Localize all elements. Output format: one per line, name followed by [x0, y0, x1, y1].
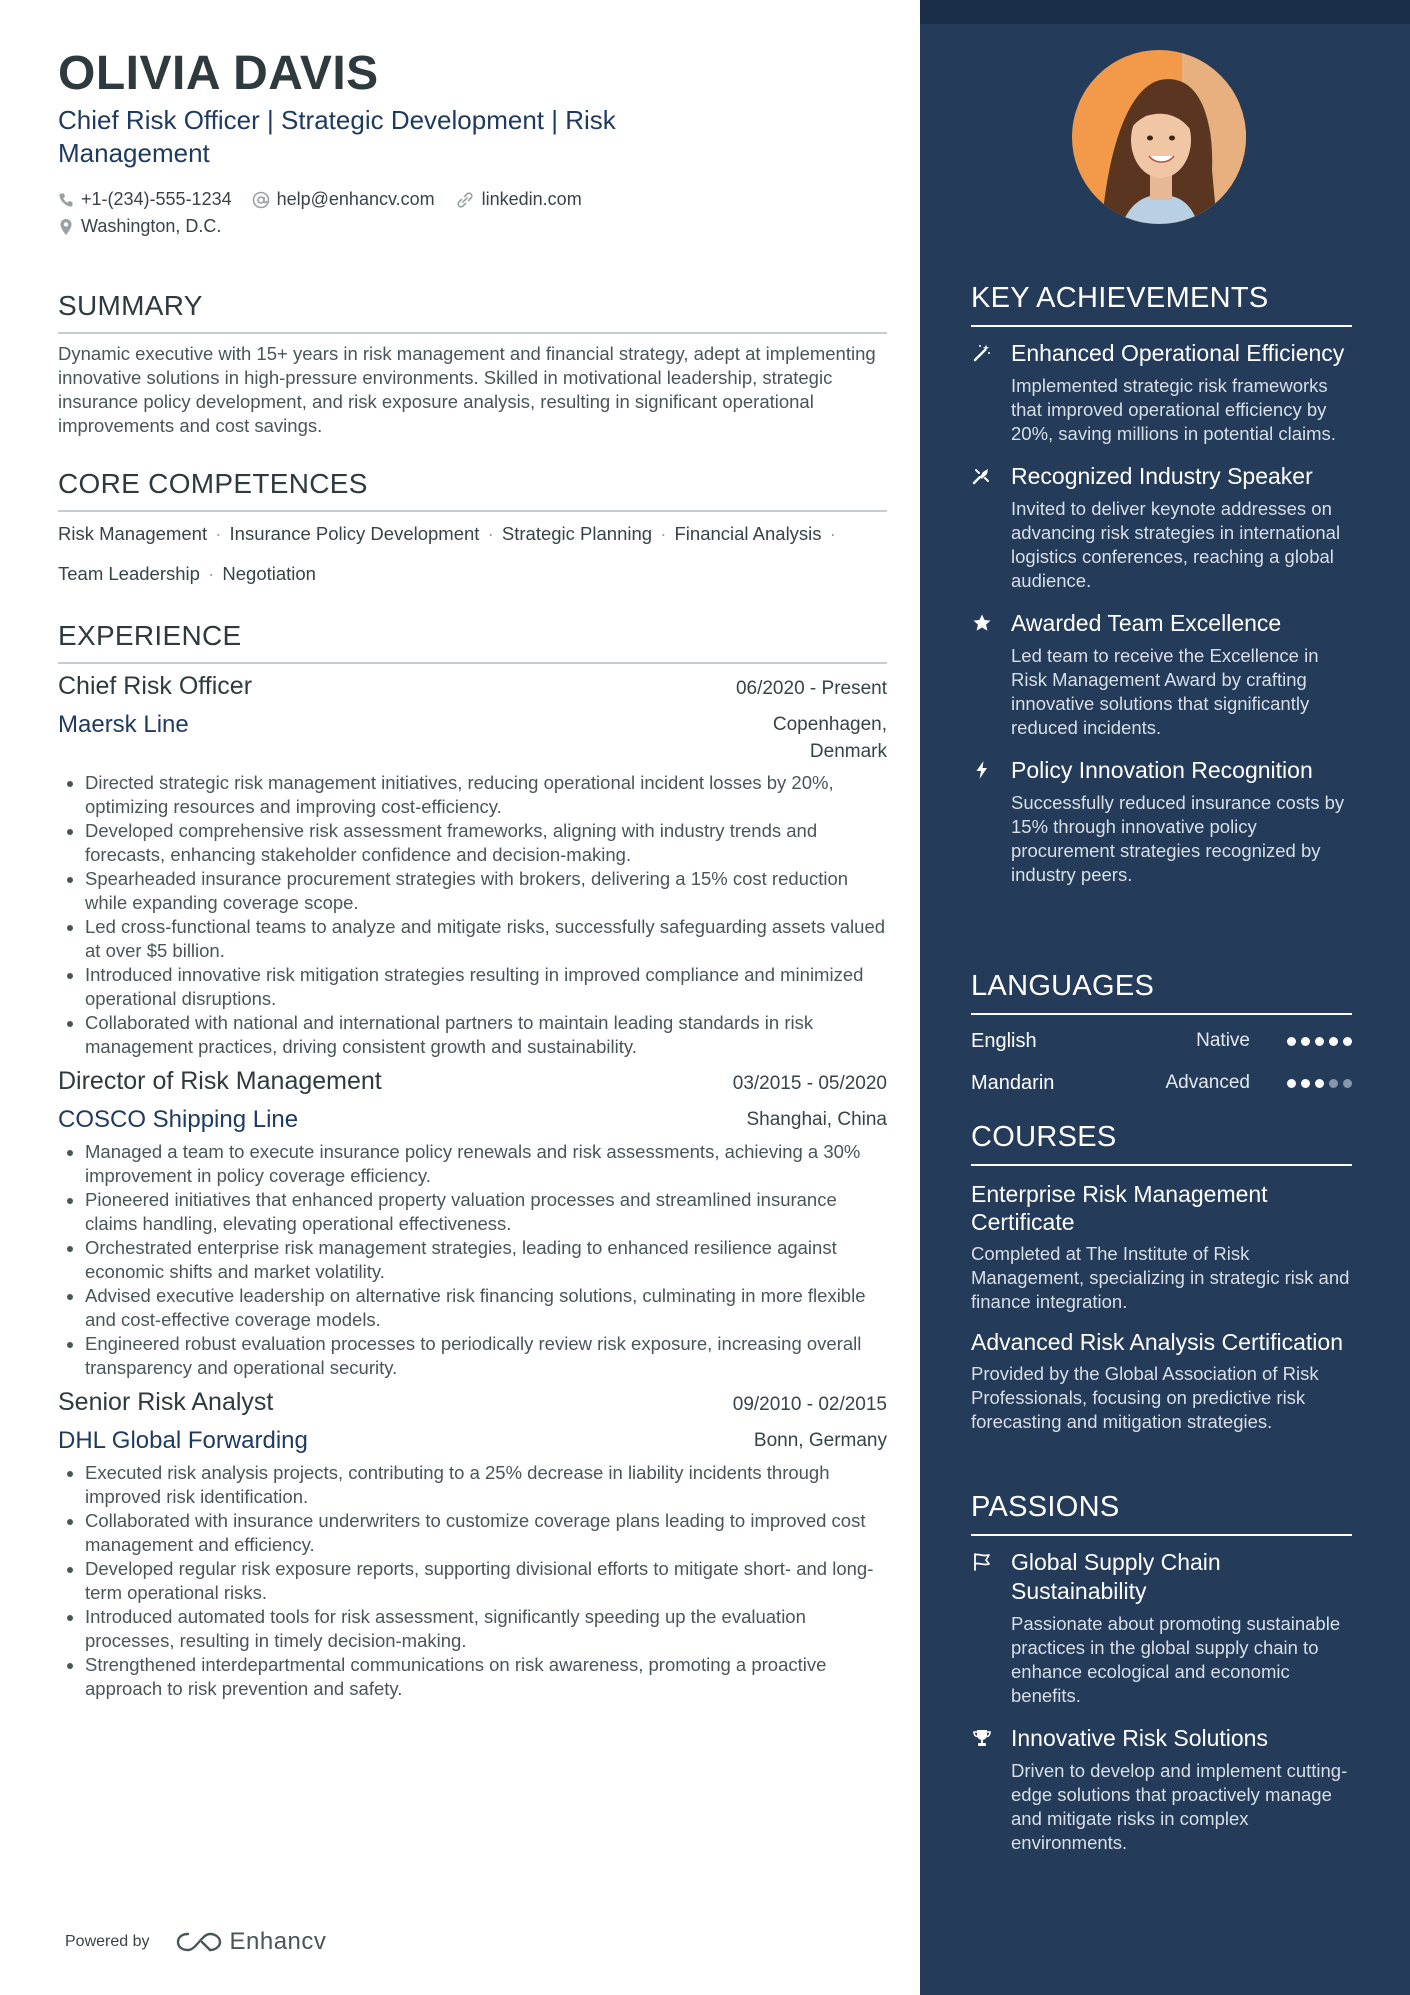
achievement-item-desc: Successfully reduced insurance costs by 15% through innovative policy procurement strategies recognized by industry peers. [1011, 792, 1345, 885]
passion-item-body [1011, 1724, 1352, 1855]
job-date: 09/2010 - 02/2015 [732, 1394, 887, 1415]
rating-dot [1315, 1037, 1324, 1046]
competence-item: Negotiation [222, 563, 316, 584]
rating-dot [1301, 1079, 1310, 1088]
experience-section [58, 620, 887, 1701]
job-bullet: • Directed strategic risk management initiatives, reducing operational incident losses by 20%, optimizing resources and improving cost-efficiency. [85, 771, 887, 819]
achievement-item-body [1011, 339, 1352, 446]
lightning-icon [971, 756, 1011, 887]
trophy-icon [971, 1724, 1011, 1855]
achievements-section [971, 282, 1352, 887]
achievement-item-title: Recognized Industry Speaker [1011, 463, 1313, 489]
job-bullet: • Developed comprehensive risk assessment frameworks, aligning with industry trends and forecasts, enhancing stakeholder confidence and decision-making. [85, 819, 887, 867]
achievement-item-body [1011, 462, 1352, 593]
competence-separator: · [487, 523, 494, 544]
email-text: help@enhancv.com [276, 189, 435, 209]
rating-dot [1315, 1079, 1324, 1088]
brand-name: Enhancv [229, 1928, 327, 1955]
competence-separator: · [829, 523, 836, 544]
job-bullet: • Developed regular risk exposure reports, supporting divisional efforts to mitigate short- and long-term operational risks. [85, 1557, 887, 1605]
job-bullets [58, 1461, 887, 1701]
achievement-item-title: Policy Innovation Recognition [1011, 757, 1313, 783]
location-text: Washington, D.C. [81, 216, 222, 236]
summary-text: Dynamic executive with 15+ years in risk management and financial strategy, adept at implementing innovative solutions in high-pressure environments. Skilled in motivational leadership, strategic insurance policy development, and risk exposure analysis, resulting in significant operational improvements and cost savings. [58, 343, 876, 436]
achievement-item [971, 609, 1352, 740]
phone-text: +1-(234)-555-1234 [81, 189, 232, 209]
achievement-item-desc: Led team to receive the Excellence in Risk Management Award by crafting innovative solutions that significantly reduced incidents. [1011, 645, 1319, 738]
job-bullet: • Collaborated with national and international partners to maintain leading standards in risk management practices, driving consistent growth and sustainability. [85, 1011, 887, 1059]
job-bullet: • Collaborated with insurance underwriters to customize coverage plans leading to improved cost management and efficiency. [85, 1509, 887, 1557]
language-name: English [971, 1029, 1037, 1052]
job-bullet: • Executed risk analysis projects, contributing to a 25% decrease in liability incidents through improved risk identification. [85, 1461, 887, 1509]
job-header [58, 1388, 887, 1417]
languages-title: LANGUAGES [971, 970, 1352, 1015]
language-item [971, 1021, 1352, 1061]
phone-icon [58, 192, 74, 208]
job-entry [58, 672, 887, 1059]
star-icon [971, 609, 1011, 740]
job-date: 06/2020 - Present [735, 678, 887, 699]
contact-info [58, 186, 887, 240]
courses-section [971, 1121, 1352, 1434]
job-title: Director of Risk Management [58, 1067, 382, 1095]
passion-item [971, 1724, 1352, 1855]
rating-dot [1343, 1079, 1352, 1088]
job-bullet: • Orchestrated enterprise risk management strategies, leading to enhanced resilience against economic shifts and market volatility. [85, 1236, 887, 1284]
job-bullets [58, 1140, 887, 1380]
passion-item-desc: Driven to develop and implement cutting-edge solutions that proactively manage and mitigate risks in complex environments. [1011, 1760, 1348, 1853]
passions-list [971, 1548, 1352, 1855]
achievements-list [971, 339, 1352, 887]
job-bullet: • Led cross-functional teams to analyze and mitigate risks, successfully safeguarding assets valued at over $5 billion. [85, 915, 887, 963]
job-bullet: • Pioneered initiatives that enhanced property valuation processes and streamlined insurance claims handling, elevating operational effectiveness. [85, 1188, 887, 1236]
job-bullet: • Advised executive leadership on alternative risk financing solutions, culminating in more flexible and cost-effective coverage models. [85, 1284, 887, 1332]
language-rating [1282, 1037, 1352, 1046]
link-icon [455, 191, 475, 209]
course-title: Enterprise Risk Management Certificate [971, 1181, 1268, 1235]
competence-item: Strategic Planning [501, 523, 653, 544]
enhancv-logo-icon [176, 1930, 222, 1954]
competences-section [58, 468, 887, 594]
courses-title: COURSES [971, 1121, 1352, 1166]
experience-title: EXPERIENCE [58, 620, 887, 664]
competence-separator: · [215, 523, 222, 544]
at-icon [252, 191, 270, 209]
passion-item-body [1011, 1548, 1352, 1708]
job-subheader [58, 1427, 887, 1455]
linkedin-text: linkedin.com [481, 189, 582, 209]
achievement-item [971, 339, 1352, 446]
rating-dot [1329, 1037, 1338, 1046]
language-level: Native [1196, 1030, 1250, 1051]
email-contact[interactable] [252, 189, 435, 210]
course-desc: Completed at The Institute of Risk Management, specializing in strategic risk and finance integration. [971, 1243, 1350, 1312]
sidebar-top-bar [920, 0, 1410, 24]
summary-title: SUMMARY [58, 290, 887, 334]
job-bullet: • Introduced innovative risk mitigation strategies resulting in improved compliance and minimized operational disruptions. [85, 963, 887, 1011]
achievement-item-title: Awarded Team Excellence [1011, 610, 1282, 636]
course-title: Advanced Risk Analysis Certification [971, 1329, 1343, 1355]
linkedin-contact[interactable] [455, 189, 582, 210]
job-company: Maersk Line [58, 711, 189, 738]
job-bullet: • Spearheaded insurance procurement strategies with brokers, delivering a 15% cost reduction while expanding coverage scope. [85, 867, 887, 915]
job-title: Chief Risk Officer [58, 672, 253, 700]
passion-item-title: Innovative Risk Solutions [1011, 1725, 1268, 1751]
rating-dot [1343, 1037, 1352, 1046]
profile-photo [1072, 50, 1246, 224]
achievement-item-desc: Invited to deliver keynote addresses on advancing risk strategies in international logistics conferences, reaching a global audience. [1011, 498, 1341, 591]
language-rating [1282, 1079, 1352, 1088]
location-pin-icon [58, 218, 74, 236]
job-location: Copenhagen, Denmark [772, 714, 887, 762]
course-item [971, 1180, 1352, 1314]
course-item [971, 1328, 1352, 1434]
job-subheader [58, 1106, 887, 1134]
job-bullet: • Managed a team to execute insurance policy renewals and risk assessments, achieving a 30% improvement in policy coverage efficiency. [85, 1140, 887, 1188]
competence-item: Team Leadership [58, 563, 200, 584]
phone-contact[interactable] [58, 189, 232, 210]
rating-dot [1301, 1037, 1310, 1046]
job-entry [58, 1067, 887, 1380]
language-item [971, 1063, 1352, 1103]
course-desc: Provided by the Global Association of Risk Professionals, focusing on predictive risk forecasting and mitigation strategies. [971, 1363, 1319, 1432]
competence-item: Financial Analysis [674, 523, 822, 544]
passions-section [971, 1491, 1352, 1855]
location-contact [58, 216, 221, 237]
passion-item-desc: Passionate about promoting sustainable practices in the global supply chain to enhance ecological and economic benefits. [1011, 1613, 1341, 1706]
languages-section [971, 970, 1352, 1103]
job-list [58, 672, 887, 1701]
competences-list [58, 514, 887, 594]
job-company: COSCO Shipping Line [58, 1106, 299, 1133]
headline: Chief Risk Officer | Strategic Development | Risk Management [58, 105, 616, 168]
job-bullet: • Strengthened interdepartmental communications on risk awareness, promoting a proactive approach to risk prevention and safety. [85, 1653, 887, 1701]
achievement-item [971, 756, 1352, 887]
summary-section [58, 290, 887, 438]
job-date: 03/2015 - 05/2020 [732, 1073, 887, 1094]
competence-item: Risk Management [58, 523, 208, 544]
job-location: Shanghai, China [746, 1109, 887, 1130]
speaker-icon [971, 462, 1011, 593]
achievement-item-body [1011, 609, 1352, 740]
achievement-item-body [1011, 756, 1352, 887]
language-name: Mandarin [971, 1071, 1055, 1094]
powered-by-label: Powered by [65, 1933, 150, 1950]
job-bullet: • Engineered robust evaluation processes to periodically review risk exposure, increasing overall transparency and operational security. [85, 1332, 887, 1380]
passions-title: PASSIONS [971, 1491, 1352, 1536]
job-title: Senior Risk Analyst [58, 1388, 274, 1416]
candidate-name: OLIVIA DAVIS [58, 47, 379, 100]
powered-by[interactable] [65, 1928, 326, 1956]
achievement-item-title: Enhanced Operational Efficiency [1011, 340, 1345, 366]
job-entry [58, 1388, 887, 1701]
job-bullets [58, 771, 887, 1059]
passion-item [971, 1548, 1352, 1708]
job-bullet: • Introduced automated tools for risk assessment, significantly speeding up the evaluation processes, resulting in timely decision-making. [85, 1605, 887, 1653]
rating-dot [1287, 1079, 1296, 1088]
competences-title: CORE COMPETENCES [58, 468, 887, 512]
sidebar [920, 0, 1410, 1995]
job-subheader [58, 711, 887, 765]
rating-dot [1287, 1037, 1296, 1046]
courses-list [971, 1180, 1352, 1434]
achievement-item-desc: Implemented strategic risk frameworks that improved operational efficiency by 20%, saving millions in potential claims. [1011, 375, 1336, 444]
competence-separator: · [660, 523, 667, 544]
languages-list [971, 1021, 1352, 1103]
rating-dot [1329, 1079, 1338, 1088]
job-header [58, 1067, 887, 1096]
job-location: Bonn, Germany [753, 1430, 887, 1451]
achievements-title: KEY ACHIEVEMENTS [971, 282, 1352, 327]
achievement-item [971, 462, 1352, 593]
competence-item: Insurance Policy Development [229, 523, 480, 544]
flag-icon [971, 1548, 1011, 1708]
passion-item-title: Global Supply Chain Sustainability [1011, 1549, 1221, 1604]
job-company: DHL Global Forwarding [58, 1427, 308, 1454]
magic-wand-icon [971, 339, 1011, 446]
job-header [58, 672, 887, 701]
competence-separator: · [208, 563, 215, 584]
language-level: Advanced [1165, 1072, 1250, 1093]
